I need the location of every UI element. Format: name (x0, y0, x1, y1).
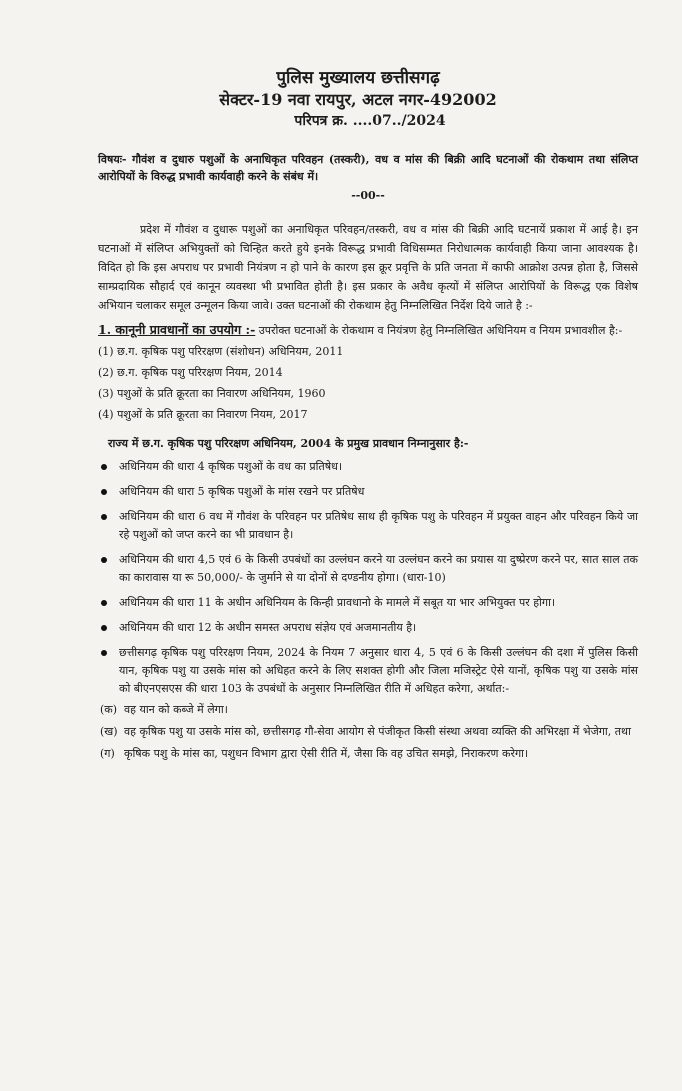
circular-number: परिपत्र क्र. ....07../2024 (294, 113, 446, 129)
subject-line: विषयः- गौवंश व दुधारु पशुओं के अनाधिकृत परिवहन (तस्करी), वध व मांस की बिक्री आदि घटनाओं की रोकथाम तथा संलिप्त आरोपियों के विरुद्ध प्रभावी कार्यवाही करने के संबंध में। (98, 153, 638, 183)
provision-item (98, 644, 638, 698)
letterhead (78, 67, 638, 131)
rule-item: (2) छ.ग. कृषिक पशु परिरक्षण नियम, 2014 (98, 366, 283, 379)
rules-list (98, 341, 638, 425)
provision-item (98, 594, 638, 612)
sub-item (98, 745, 638, 763)
separator: --00-- (351, 189, 385, 202)
section-1 (98, 321, 638, 339)
provision-text: अधिनियम की धारा 5 कृषिक पशुओं के मांस रखने पर प्रतिषेध (119, 485, 365, 498)
sub-item-label: (ग) (100, 747, 115, 760)
provision-item (98, 551, 638, 587)
sub-item-text: वह यान को कब्जे में लेगा। (124, 703, 228, 716)
provision-text: अधिनियम की धारा 4 कृषिक पशुओं के वध का प्रतिषेध। (119, 460, 343, 473)
section-1-text: उपरोक्त घटनाओं के रोकथाम व नियंत्रण हेतु निम्नलिखित अधिनियम व नियम प्रभावशील है:- (255, 324, 623, 337)
bullet-icon (101, 557, 107, 563)
provision-item (98, 483, 638, 501)
sub-item-text: कृषिक पशु के मांस का, पशुधन विभाग द्वारा ऐसी रीति में, जैसा कि वह उचित समझे, निराकरण करेगा। (124, 747, 529, 760)
intro-paragraph: प्रदेश में गौवंश व दुधारू पशुओं का अनाधिकृत परिवहन/तस्करी, वध व मांस की बिक्री आदि घटनायें प्रकाश में आई है। इन घटनाओं में संलिप्त अभियुक्तों को चिन्हित करते हुये इनके विरूद्ध प्रभावी विधिसम्मत निरोधात्मक कार्यवाही किया जाना आवश्यक है। विदित हो कि इस अपराध पर प्रभावी नियंत्रण न हो पाने के कारण इस क्रूर प्रवृत्ति के प्रति जनता में काफी आक्रोश उत्पन्न होता है, जिससे साम्प्रदायिक सौहार्द एवं कानून व्यवस्था भी प्रभावित होती है। इस प्रकार के अवैध कृत्यों में संलिप्त आरोपियों के विरूद्ध एक विशेष अभियान चलाकर समूल उन्मूलन किया जावे। उक्त घटनाओं की रोकथाम हेतु निम्नलिखित निर्देश दिये जाते है :- (98, 223, 638, 312)
sub-item (98, 701, 638, 719)
bullet-icon (101, 514, 107, 520)
sub-item-text: वह कृषिक पशु या उसके मांस को, छत्तीसगढ़ गौ-सेवा आयोग से पंजीकृत किसी संस्था अथवा व्यक्ति की अभिरक्षा में भेजेगा, तथा (124, 725, 631, 738)
bullet-icon (101, 464, 107, 470)
bullet-icon (101, 489, 107, 495)
provision-text: अधिनियम की धारा 4,5 एवं 6 के किसी उपबंधों का उल्लंघन करने या उल्लंघन करने का प्रयास या दुष्प्रेरण करने पर, सात साल तक का कारावास या रू 50,000/- के जुर्माने से या दोनों से दण्डनीय होगा। (धारा-10) (119, 553, 638, 584)
office-address: सेक्टर-19 नवा रायपुर, अटल नगर-492002 (219, 90, 497, 109)
provision-item (98, 619, 638, 637)
sub-item-label: (क) (100, 703, 118, 716)
rule-item: (1) छ.ग. कृषिक पशु परिरक्षण (संशोधन) अधिनियम, 2011 (98, 345, 344, 358)
office-name: पुलिस मुख्यालय छत्तीसगढ़ (276, 68, 440, 88)
provision-text: अधिनियम की धारा 11 के अधीन अधिनियम के किन्ही प्रावधानो के मामले में सबूत या भार अभियुक्त पर होगा। (119, 596, 556, 609)
document-page (0, 67, 682, 1091)
provision-item (98, 458, 638, 476)
sub-items-list (98, 701, 638, 763)
rule-item: (3) पशुओं के प्रति क्रूरता का निवारण अधिनियम, 1960 (98, 387, 326, 400)
sub-item (98, 723, 638, 741)
provisions-list (98, 458, 638, 698)
rule-item: (4) पशुओं के प्रति क्रूरता का निवारण नियम, 2017 (98, 408, 308, 421)
provision-text: अधिनियम की धारा 12 के अधीन समस्त अपराध संज्ञेय एवं अजमानतीय है। (119, 621, 417, 634)
provision-text: अधिनियम की धारा 6 वध में गौवंश के परिवहन पर प्रतिषेध साथ ही कृषिक पशु के परिवहन में प्रयुक्त वाहन और परिवहन किये जा रहे पशुओं को जप्त करने का भी प्रावधान है। (119, 510, 638, 541)
bullet-icon (101, 625, 107, 631)
provision-item (98, 508, 638, 544)
section-1-heading: 1. कानूनी प्रावधानों का उपयोग :- (98, 322, 256, 337)
sub-item-label: (ख) (100, 725, 118, 738)
bullet-icon (101, 650, 107, 656)
state-provisions-heading: राज्य में छ.ग. कृषिक पशु परिरक्षण अधिनियम, 2004 के प्रमुख प्रावधान निम्नानुसार है:- (108, 437, 469, 450)
bullet-icon (101, 600, 107, 606)
provision-text: छत्तीसगढ़ कृषिक पशु परिरक्षण नियम, 2024 के नियम 7 अनुसार धारा 4, 5 एवं 6 के किसी उल्लंघन की दशा में पुलिस किसी यान, कृषिक पशु या उसके मांस को अधिहत करने के लिए सशक्त होगी और जिला मजिस्ट्रेट ऐसे यानों, कृषिक पशु या उसके मांस को बीएनएसएस की धारा 103 के उपबंधों के अनुसार निम्नलिखित रीति में अधिहत करेगा, अर्थात:- (119, 646, 638, 695)
